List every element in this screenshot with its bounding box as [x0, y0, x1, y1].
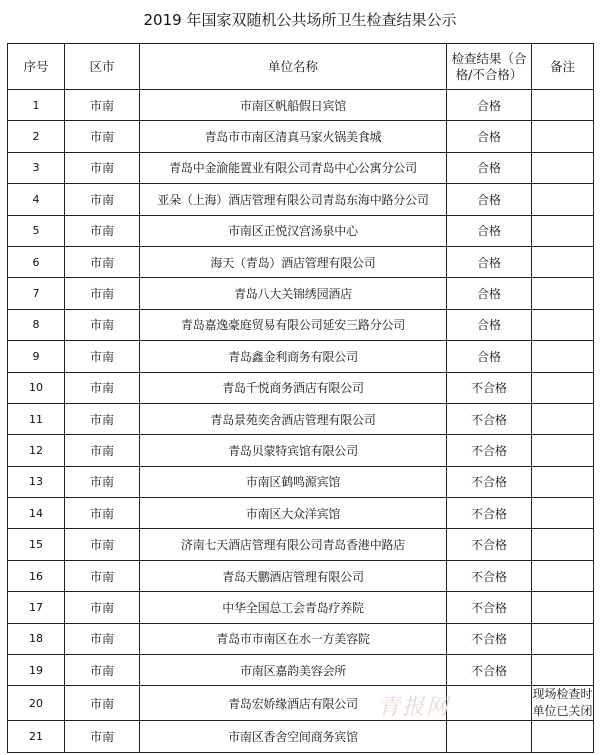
serial-cell: 10 — [8, 372, 65, 403]
serial-cell: 11 — [8, 403, 65, 434]
result-cell: 不合格 — [447, 435, 532, 466]
table-row — [8, 529, 594, 560]
unit-name-cell: 海天（青岛）酒店管理有限公司 — [140, 246, 447, 277]
table-row — [8, 152, 594, 183]
serial-cell: 21 — [8, 721, 65, 752]
serial-cell: 18 — [8, 623, 65, 654]
unit-name-cell: 市南区正悦汉宫汤泉中心 — [140, 215, 447, 246]
table-row — [8, 623, 594, 654]
result-cell: 合格 — [447, 278, 532, 309]
result-cell: 合格 — [447, 215, 532, 246]
serial-cell: 12 — [8, 435, 65, 466]
table-row — [8, 466, 594, 497]
unit-name-cell: 市南区帆船假日宾馆 — [140, 90, 447, 121]
unit-name-cell: 市南区香舍空间商务宾馆 — [140, 721, 447, 752]
district-cell: 市南 — [65, 341, 140, 372]
table-header-row — [8, 44, 594, 90]
unit-name-cell: 济南七天酒店管理有限公司青岛香港中路店 — [140, 529, 447, 560]
note-cell — [532, 529, 594, 560]
note-cell — [532, 372, 594, 403]
header-district: 区市 — [65, 44, 140, 90]
result-cell: 不合格 — [447, 403, 532, 434]
unit-name-cell: 市南区鹤鸣源宾馆 — [140, 466, 447, 497]
inspection-results-table — [7, 43, 594, 753]
note-cell — [532, 466, 594, 497]
result-cell: 不合格 — [447, 466, 532, 497]
header-result: 检查结果（合格/不合格） — [447, 44, 532, 90]
header-unit-name: 单位名称 — [140, 44, 447, 90]
note-cell — [532, 184, 594, 215]
note-cell — [532, 152, 594, 183]
note-cell — [532, 403, 594, 434]
district-cell: 市南 — [65, 686, 140, 721]
note-cell — [532, 341, 594, 372]
unit-name-cell: 青岛景苑奕舍酒店管理有限公司 — [140, 403, 447, 434]
table-row — [8, 560, 594, 591]
unit-name-cell: 青岛宏娇缘酒店有限公司 — [140, 686, 447, 721]
table-row — [8, 278, 594, 309]
table-row — [8, 592, 594, 623]
result-cell: 合格 — [447, 246, 532, 277]
serial-cell: 4 — [8, 184, 65, 215]
serial-cell: 15 — [8, 529, 65, 560]
serial-cell: 16 — [8, 560, 65, 591]
table-row — [8, 341, 594, 372]
district-cell: 市南 — [65, 529, 140, 560]
serial-cell: 8 — [8, 309, 65, 340]
note-cell — [532, 90, 594, 121]
table-row — [8, 184, 594, 215]
table-row — [8, 403, 594, 434]
unit-name-cell: 亚朵（上海）酒店管理有限公司青岛东海中路分公司 — [140, 184, 447, 215]
district-cell: 市南 — [65, 309, 140, 340]
table-row — [8, 655, 594, 686]
header-serial: 序号 — [8, 44, 65, 90]
serial-cell: 19 — [8, 655, 65, 686]
table-row — [8, 121, 594, 152]
note-cell — [532, 721, 594, 752]
district-cell: 市南 — [65, 592, 140, 623]
serial-cell: 6 — [8, 246, 65, 277]
table-row — [8, 215, 594, 246]
serial-cell: 17 — [8, 592, 65, 623]
note-cell — [532, 121, 594, 152]
result-cell: 不合格 — [447, 655, 532, 686]
district-cell: 市南 — [65, 372, 140, 403]
result-cell: 合格 — [447, 90, 532, 121]
result-cell: 合格 — [447, 121, 532, 152]
district-cell: 市南 — [65, 184, 140, 215]
note-cell — [532, 246, 594, 277]
note-cell — [532, 435, 594, 466]
unit-name-cell: 青岛八大关锦绣园酒店 — [140, 278, 447, 309]
unit-name-cell: 青岛嘉逸豪庭贸易有限公司延安三路分公司 — [140, 309, 447, 340]
result-cell: 合格 — [447, 184, 532, 215]
note-cell — [532, 592, 594, 623]
unit-name-cell: 青岛鑫金利商务有限公司 — [140, 341, 447, 372]
table-row — [8, 498, 594, 529]
table-row — [8, 90, 594, 121]
district-cell: 市南 — [65, 403, 140, 434]
district-cell: 市南 — [65, 655, 140, 686]
district-cell: 市南 — [65, 90, 140, 121]
serial-cell: 3 — [8, 152, 65, 183]
unit-name-cell: 青岛市市南区清真马家火锅美食城 — [140, 121, 447, 152]
table-row — [8, 435, 594, 466]
serial-cell: 14 — [8, 498, 65, 529]
serial-cell: 7 — [8, 278, 65, 309]
table-row — [8, 246, 594, 277]
district-cell: 市南 — [65, 498, 140, 529]
note-cell — [532, 560, 594, 591]
district-cell: 市南 — [65, 152, 140, 183]
unit-name-cell: 中华全国总工会青岛疗养院 — [140, 592, 447, 623]
result-cell: 不合格 — [447, 560, 532, 591]
district-cell: 市南 — [65, 246, 140, 277]
note-cell — [532, 498, 594, 529]
note-cell — [532, 623, 594, 654]
note-cell: 现场检查时单位已关闭 — [532, 686, 594, 721]
district-cell: 市南 — [65, 121, 140, 152]
header-note: 备注 — [532, 44, 594, 90]
watermark-logo: 青报网 — [378, 695, 451, 720]
table-row — [8, 309, 594, 340]
result-cell: 合格 — [447, 341, 532, 372]
district-cell: 市南 — [65, 215, 140, 246]
district-cell: 市南 — [65, 721, 140, 752]
result-cell — [447, 721, 532, 752]
unit-name-cell: 青岛天鹏酒店管理有限公司 — [140, 560, 447, 591]
unit-name-cell: 青岛中金渝能置业有限公司青岛中心公寓分公司 — [140, 152, 447, 183]
note-cell — [532, 278, 594, 309]
unit-name-cell: 市南区嘉韵美容会所 — [140, 655, 447, 686]
serial-cell: 2 — [8, 121, 65, 152]
result-cell: 不合格 — [447, 372, 532, 403]
table-body — [8, 90, 594, 753]
table-row — [8, 372, 594, 403]
result-cell: 不合格 — [447, 529, 532, 560]
serial-cell: 9 — [8, 341, 65, 372]
result-cell — [447, 686, 532, 721]
table-row — [8, 686, 594, 721]
serial-cell: 1 — [8, 90, 65, 121]
unit-name-cell: 市南区大众洋宾馆 — [140, 498, 447, 529]
unit-name-cell: 青岛千悦商务酒店有限公司 — [140, 372, 447, 403]
unit-name-cell: 青岛市市南区在水一方美容院 — [140, 623, 447, 654]
serial-cell: 20 — [8, 686, 65, 721]
table-row — [8, 721, 594, 752]
result-cell: 合格 — [447, 152, 532, 183]
note-cell — [532, 309, 594, 340]
document-title: 2019 年国家双随机公共场所卫生检查结果公示 — [143, 11, 457, 29]
district-cell: 市南 — [65, 435, 140, 466]
note-cell — [532, 215, 594, 246]
result-cell: 不合格 — [447, 623, 532, 654]
district-cell: 市南 — [65, 278, 140, 309]
result-cell: 不合格 — [447, 498, 532, 529]
serial-cell: 13 — [8, 466, 65, 497]
district-cell: 市南 — [65, 560, 140, 591]
unit-name-cell: 青岛贝蒙特宾馆有限公司 — [140, 435, 447, 466]
result-cell: 不合格 — [447, 592, 532, 623]
result-cell: 合格 — [447, 309, 532, 340]
district-cell: 市南 — [65, 466, 140, 497]
serial-cell: 5 — [8, 215, 65, 246]
note-cell — [532, 655, 594, 686]
district-cell: 市南 — [65, 623, 140, 654]
